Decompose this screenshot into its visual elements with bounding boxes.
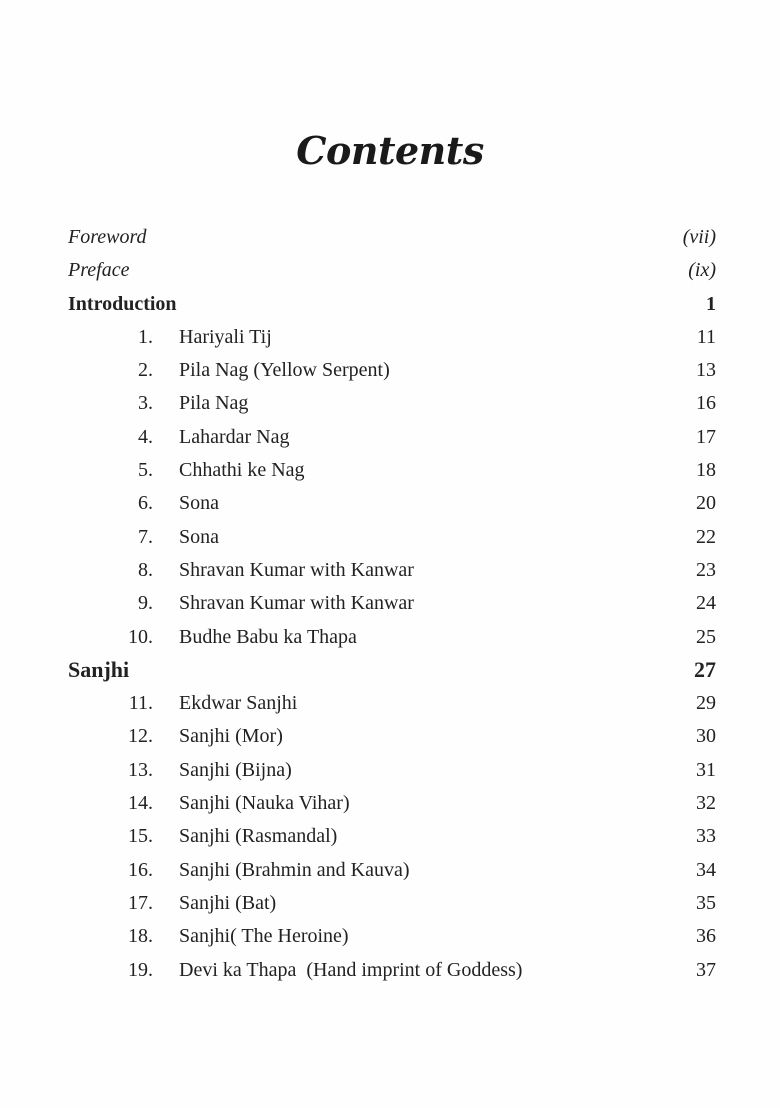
- toc-entry[interactable]: [68, 622, 716, 655]
- entry-label: Pila Nag (Yellow Serpent): [179, 359, 390, 382]
- entry-number: 14.: [128, 792, 153, 815]
- entry-number: 7.: [138, 525, 153, 548]
- toc-entry[interactable]: [68, 755, 716, 788]
- entry-number: 17.: [128, 891, 153, 914]
- toc-entry[interactable]: [68, 888, 716, 921]
- entry-number: 11.: [128, 692, 153, 715]
- entry-number: 3.: [138, 392, 153, 415]
- toc-entry[interactable]: [68, 955, 716, 988]
- entry-label: Lahardar Nag: [179, 425, 290, 448]
- entry-page-number: (vii): [682, 226, 716, 248]
- entry-number: 4.: [138, 425, 153, 448]
- entry-label: Chhathi ke Nag: [179, 459, 305, 482]
- section-page-number: 1: [706, 292, 716, 315]
- toc-entry[interactable]: [68, 355, 716, 388]
- toc-entry[interactable]: [68, 322, 716, 355]
- toc-entry[interactable]: [68, 855, 716, 888]
- toc-entry-foreword[interactable]: [68, 222, 716, 255]
- toc-entry[interactable]: [68, 522, 716, 555]
- section-page-number: 27: [694, 656, 716, 682]
- entry-number: 1.: [138, 325, 153, 348]
- toc-entry[interactable]: [68, 788, 716, 821]
- entry-label: Sanjhi (Bat): [179, 891, 277, 914]
- entry-number: 13.: [128, 758, 153, 781]
- entry-page-number: 29: [696, 692, 716, 715]
- entry-number: 5.: [138, 459, 153, 482]
- entry-page-number: 34: [696, 858, 716, 881]
- toc-section-introduction[interactable]: [68, 289, 716, 322]
- entry-label: Shravan Kumar with Kanwar: [179, 592, 414, 615]
- toc-entry-preface[interactable]: [68, 255, 716, 288]
- toc-entry[interactable]: [68, 455, 716, 488]
- entry-page-number: 33: [696, 825, 716, 848]
- page-title: Contents: [296, 128, 484, 174]
- entry-label: Sona: [179, 492, 219, 515]
- toc-entry[interactable]: [68, 688, 716, 721]
- entry-page-number: 30: [696, 725, 716, 748]
- entry-label: Budhe Babu ka Thapa: [179, 625, 357, 648]
- entry-label: Foreword: [68, 226, 147, 248]
- entry-page-number: 11: [696, 325, 716, 348]
- section-heading: Introduction: [68, 292, 177, 315]
- entry-page-number: 18: [696, 459, 716, 482]
- entry-number: 9.: [138, 592, 153, 615]
- entry-label: Sanjhi( The Heroine): [179, 925, 349, 948]
- entry-number: 16.: [128, 858, 153, 881]
- entry-label: Preface: [68, 259, 130, 282]
- entry-page-number: 23: [696, 558, 716, 581]
- entry-label: Ekdwar Sanjhi: [179, 692, 298, 715]
- entry-label: Shravan Kumar with Kanwar: [179, 558, 414, 581]
- entry-page-number: 22: [696, 525, 716, 548]
- toc-entry[interactable]: [68, 488, 716, 521]
- toc-section-sanjhi[interactable]: [68, 655, 716, 688]
- entry-number: 12.: [128, 725, 153, 748]
- entry-page-number: 25: [696, 625, 716, 648]
- toc-entry[interactable]: [68, 721, 716, 754]
- entry-number: 15.: [128, 825, 153, 848]
- entry-label: Pila Nag: [179, 392, 249, 415]
- entry-page-number: 35: [696, 891, 716, 914]
- entry-label: Sanjhi (Brahmin and Kauva): [179, 858, 410, 881]
- entry-label: Sanjhi (Bijna): [179, 758, 292, 781]
- toc-entry[interactable]: [68, 588, 716, 621]
- entry-page-number: (ix): [688, 259, 716, 282]
- entry-page-number: 31: [696, 758, 716, 781]
- entry-page-number: 20: [696, 492, 716, 515]
- entry-number: 8.: [138, 558, 153, 581]
- entry-number: 19.: [128, 958, 153, 981]
- toc-entry[interactable]: [68, 388, 716, 421]
- entry-number: 2.: [138, 359, 153, 382]
- entry-number: 18.: [128, 925, 153, 948]
- entry-label: Sanjhi (Rasmandal): [179, 825, 338, 848]
- entry-label: Devi ka Thapa (Hand imprint of Goddess): [179, 958, 523, 981]
- toc-entry[interactable]: [68, 821, 716, 854]
- toc-entry[interactable]: [68, 555, 716, 588]
- entry-label: Hariyali Tij: [179, 325, 272, 348]
- entry-number: 6.: [138, 492, 153, 515]
- entry-page-number: 36: [696, 925, 716, 948]
- entry-page-number: 32: [696, 792, 716, 815]
- entry-number: 10.: [128, 625, 153, 648]
- entry-page-number: 17: [696, 425, 716, 448]
- toc-entry[interactable]: [68, 422, 716, 455]
- entry-page-number: 24: [696, 592, 716, 615]
- entry-page-number: 37: [696, 958, 716, 981]
- section-heading: Sanjhi: [68, 656, 130, 682]
- entry-label: Sanjhi (Mor): [179, 725, 283, 748]
- table-of-contents: [68, 222, 716, 988]
- entry-page-number: 13: [696, 359, 716, 382]
- toc-entry[interactable]: [68, 921, 716, 954]
- entry-page-number: 16: [696, 392, 716, 415]
- entry-label: Sona: [179, 525, 219, 548]
- entry-label: Sanjhi (Nauka Vihar): [179, 792, 350, 815]
